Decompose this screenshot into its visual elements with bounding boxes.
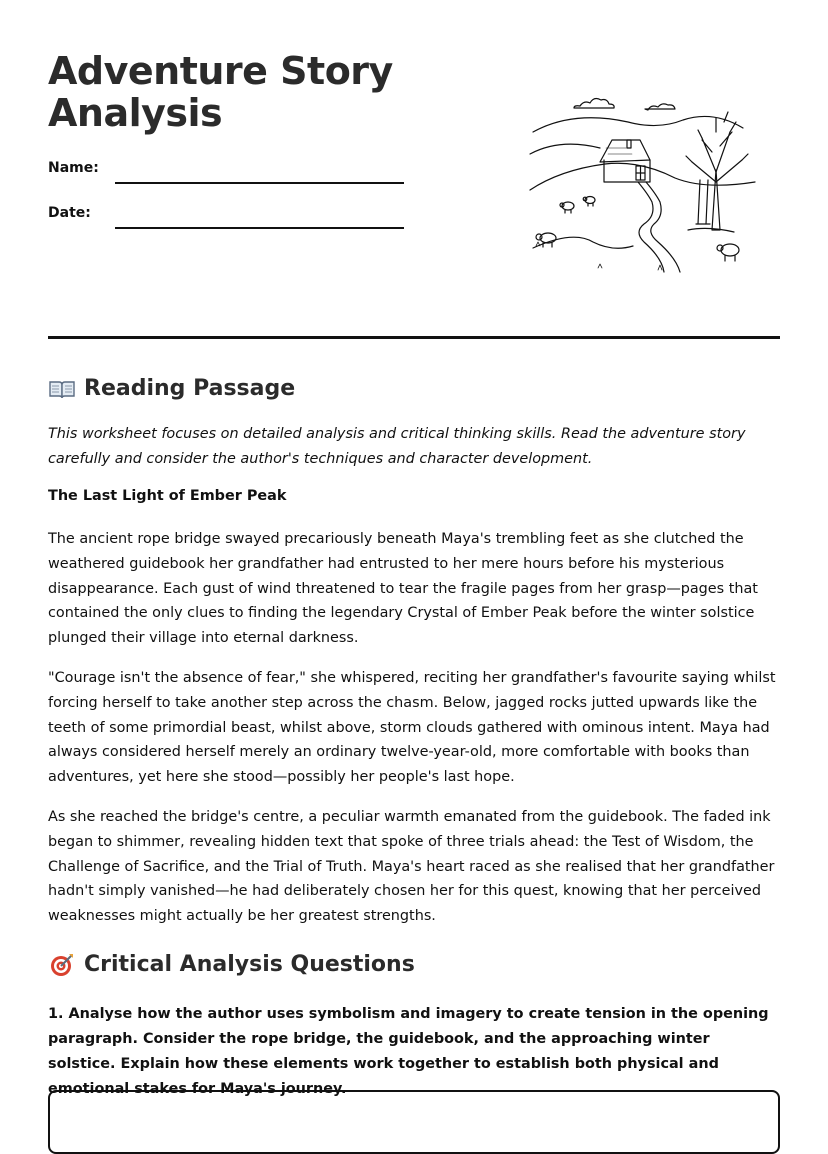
critical-questions-heading [48,952,415,977]
sheep-right-icon [717,244,739,261]
story-paragraph: "Courage isn't the absence of fear," she whispered, reciting her grandfather's favourite saying whilst forcing herself to take another step across the chasm. Below, jagged rocks jutted upwards like the teeth of some primordial beast, whilst above, storm clouds gathered with ominous intent. Maya had always considered herself merely an ordinary twelve-year-old, more comfortable with books than adventures, yet here she stood—possibly her people's last hope. [48,670,776,786]
date-write-line[interactable] [115,227,404,229]
header-divider [48,336,780,339]
page-title: Adventure Story Analysis [48,49,393,135]
name-field[interactable] [48,160,408,184]
hill-main [530,163,755,190]
name-write-line[interactable] [115,182,404,184]
hill-back [533,116,743,132]
reading-passage-heading [48,376,295,401]
name-label: Name: [48,160,99,176]
critical-questions-title: Critical Analysis Questions [84,952,415,977]
open-book-icon [48,377,76,401]
sheep-small-icon [560,202,574,213]
hill-left [530,144,600,154]
countryside-illustration [528,92,760,278]
swing-icon [696,180,710,224]
story-paragraph: The ancient rope bridge swayed precariously beneath Maya's trembling feet as she clutched the weathered guidebook her grandfather had entrusted to her mere hours before his mysterious disappearance. Each gust of wind threatened to tear the fragile pages from her grasp—pages that contained the only clues to finding the legendary Crystal of Ember Peak before the winter solstice plunged their village into eternal darkness. [48,531,758,647]
reading-passage-title: Reading Passage [84,376,296,401]
cloud-left-icon [574,99,614,108]
sheep-small-2-icon [583,197,595,207]
worksheet-intro: This worksheet focuses on detailed analysis and critical thinking skills. Read the adventure story carefully and consider the author's techniques and character development. [48,426,746,467]
tree-icon [686,112,748,232]
worksheet-page [48,0,780,1097]
story-title: The Last Light of Ember Peak [48,488,287,504]
date-label: Date: [48,205,91,221]
date-field[interactable] [48,205,408,229]
question-1-text: 1. Analyse how the author uses symbolism and imagery to create tension in the opening paragraph. Consider the rope bridge, the guidebook, and the approaching winter solstice. Explain how these elements work together to establish both physical and emotional stakes for Maya's journey. [48,1006,769,1097]
story-paragraph: As she reached the bridge's centre, a peculiar warmth emanated from the guidebook. The faded ink began to shimmer, revealing hidden text that spoke of three trials ahead: the Test of Wisdom, the Challenge of Sacrifice, and the Trial of Truth. Maya's heart raced as she realised that her grandfather hadn't simply vanished—he had deliberately chosen her for this quest, knowing that her perceived weaknesses might actually be her greatest strengths. [48,809,775,925]
winding-path [638,182,664,272]
target-icon [48,953,76,977]
cloud-right-icon [645,104,675,110]
cottage-icon [600,140,650,182]
worksheet-header [48,0,780,340]
question-1-answer-box[interactable] [48,1090,780,1154]
